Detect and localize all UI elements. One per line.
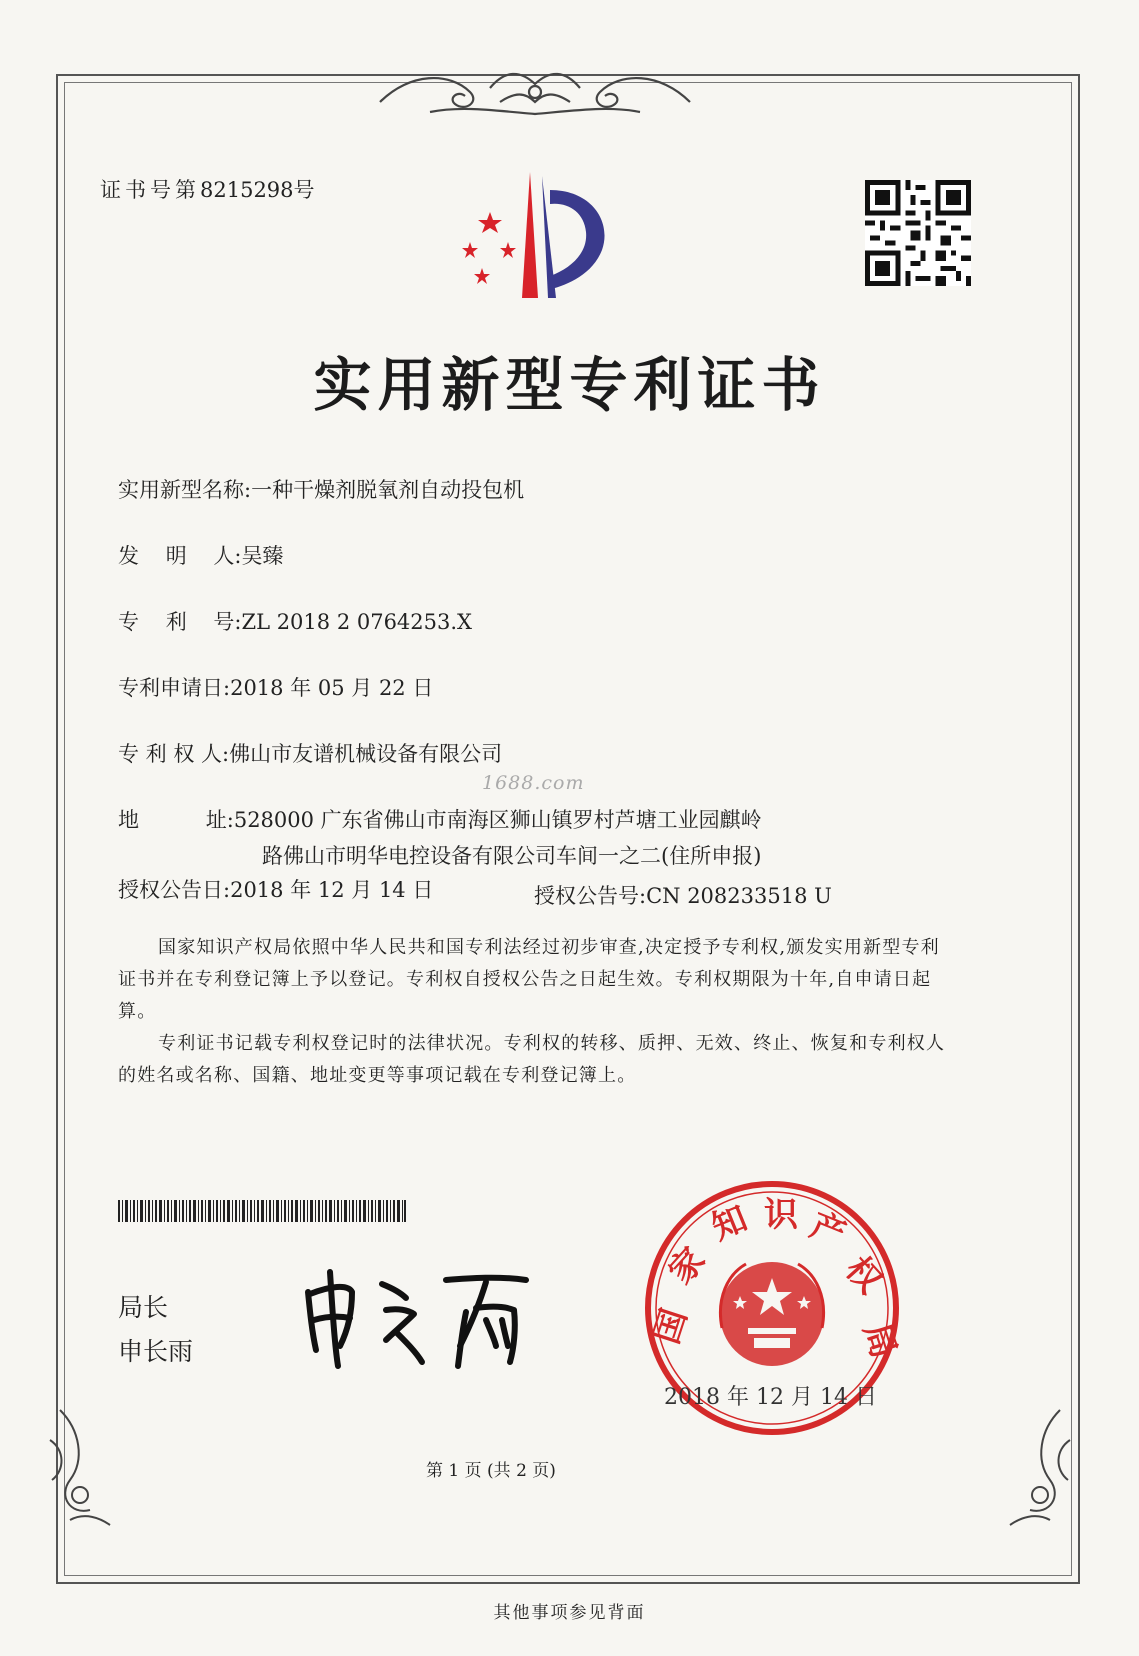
field-label: 发 明 人: [118, 544, 242, 568]
svg-text:识: 识 [764, 1195, 798, 1235]
svg-text:局: 局 [855, 1318, 904, 1364]
director-title: 局长 [118, 1293, 169, 1322]
body-paragraph-2: 专利证书记载专利权登记时的法律状况。专利权的转移、质押、无效、终止、恢复和专利权人的姓名或名称、国籍、地址变更等事项记载在专利登记簿上。 [118, 1033, 946, 1086]
field-value: 路佛山市明华电控设备有限公司车间一之二(住所申报) [262, 844, 762, 868]
svg-text:知: 知 [706, 1198, 753, 1249]
field-label: 实用新型名称: [118, 478, 252, 502]
svg-text:产: 产 [804, 1205, 852, 1256]
bottom-left-corner-ornament-icon [40, 1400, 120, 1530]
svg-text:国: 国 [646, 1304, 696, 1349]
barcode-icon [118, 1200, 406, 1222]
certificate-title: 实用新型专利证书 [313, 351, 826, 419]
field-value: 一种干燥剂脱氧剂自动投包机 [251, 478, 525, 502]
certificate-number-suffix: 号 [293, 178, 319, 202]
field-value: 吴臻 [241, 544, 284, 568]
field-inventor [118, 540, 283, 570]
field-label: 专 利 权 人: [118, 742, 230, 766]
svg-text:权: 权 [837, 1249, 890, 1302]
field-label: 专利申请日: [118, 676, 231, 700]
field-value: 佛山市友谱机械设备有限公司 [229, 742, 503, 766]
field-value: 2018 年 12 月 14 日 [230, 878, 434, 902]
field-grant-announcement-number [534, 880, 832, 910]
field-label: 授权公告日: [118, 878, 231, 902]
field-address-line2 [262, 840, 761, 870]
field-label: 授权公告号: [534, 884, 647, 908]
field-label: 地 址: [118, 808, 234, 832]
page-number: 第 1 页 (共 2 页) [426, 1461, 556, 1481]
bottom-right-corner-ornament-icon [1000, 1400, 1080, 1530]
field-address [118, 804, 762, 834]
field-application-date [118, 672, 433, 702]
field-utility-model-name [118, 474, 524, 504]
patent-office-emblem-icon [452, 172, 622, 300]
watermark-text: 1688.com [482, 772, 585, 794]
field-patentee [118, 738, 502, 768]
seal-date: 2018 年 12 月 14 日 [664, 1385, 877, 1410]
field-value: ZL 2018 2 0764253.X [241, 610, 473, 634]
director-signature-icon [290, 1262, 540, 1372]
field-value: CN 208233518 U [646, 884, 832, 908]
qr-code-icon [864, 180, 972, 286]
certificate-number [100, 174, 319, 204]
certificate-number-value: 8215298 [200, 178, 294, 202]
footer-note: 其他事项参见背面 [493, 1603, 646, 1623]
field-label: 专 利 号: [118, 610, 242, 634]
field-grant-announcement-date [118, 874, 433, 904]
field-value: 2018 年 05 月 22 日 [230, 676, 434, 700]
top-ornament-icon [370, 62, 700, 124]
field-value: 528000 广东省佛山市南海区狮山镇罗村芦塘工业园麒岭 [233, 808, 762, 832]
field-patent-number [118, 606, 472, 636]
director-name: 申长雨 [118, 1337, 194, 1366]
svg-text:家: 家 [660, 1239, 714, 1293]
body-paragraph-1: 国家知识产权局依照中华人民共和国专利法经过初步审查,决定授予专利权,颁发实用新型专利证书并在专利登记簿上予以登记。专利权自授权公告之日起生效。专利权期限为十年,自申请日起算。 [118, 937, 940, 1022]
certificate-number-prefix: 证书号第 [100, 178, 200, 202]
